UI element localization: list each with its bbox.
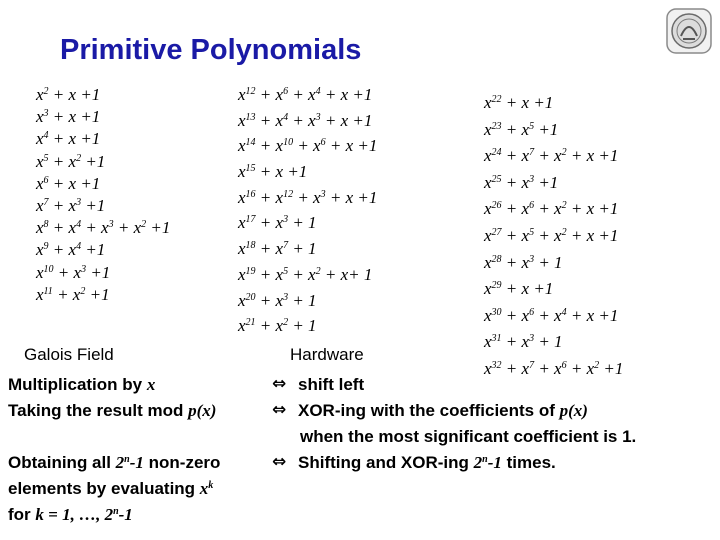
polynomial-item: $x^{23} + x^5 +1$ bbox=[484, 119, 559, 139]
polynomial-item: $x^7 + x^3 +1$ bbox=[36, 195, 106, 215]
hardware-label: Hardware bbox=[290, 345, 364, 364]
page-title: Primitive Polynomials bbox=[60, 34, 362, 66]
polynomial-item: $x^{27} + x^5 + x^2 + x +1$ bbox=[484, 225, 619, 245]
polynomial-item: $x^{18} + x^7 + 1$ bbox=[238, 239, 317, 259]
polynomial-column-2 bbox=[238, 84, 377, 341]
mod-text: Taking the result mod p(x) bbox=[8, 401, 217, 420]
polynomial-item: $x^{15} + x +1$ bbox=[238, 162, 308, 182]
galois-field-label: Galois Field bbox=[24, 345, 114, 364]
polynomial-item: $x^{31} + x^3 + 1$ bbox=[484, 332, 563, 352]
polynomial-item: $x^{28} + x^3 + 1$ bbox=[484, 252, 563, 272]
xor-text: XOR-ing with the coefficients of p(x) bbox=[298, 401, 588, 420]
university-seal-logo bbox=[666, 8, 712, 54]
evaluating-text: elements by evaluating $x^k$ bbox=[8, 479, 214, 498]
xor-condition-text: when the most significant coefficient is 1. bbox=[300, 427, 637, 446]
range-text: for k = 1, …, 2$^n$-1 bbox=[8, 505, 133, 524]
polynomial-item: $x^{32} + x^7 + x^6 + x^2 +1$ bbox=[484, 358, 624, 378]
polynomial-item: $x^{10} + x^3 +1$ bbox=[36, 262, 111, 282]
polynomial-column-1 bbox=[36, 84, 170, 306]
equivalence-arrow-3: ⇔ bbox=[272, 452, 287, 472]
polynomial-item: $x^{25} + x^3 +1$ bbox=[484, 172, 559, 192]
shift-left-text: shift left bbox=[298, 375, 365, 394]
polynomial-item: $x^2 + x +1$ bbox=[36, 85, 101, 104]
polynomial-item: $x^8 + x^4 + x^3 + x^2 +1$ bbox=[36, 218, 171, 238]
polynomial-item: $x^{21} + x^2 + 1$ bbox=[238, 316, 317, 336]
polynomial-item: $x^{19} + x^5 + x^2 + x+ 1$ bbox=[238, 264, 373, 284]
obtaining-text: Obtaining all 2$^n$-1 non-zero bbox=[8, 453, 221, 472]
polynomial-item: $x^6 + x +1$ bbox=[36, 173, 101, 193]
polynomial-item: $x^{29} + x +1$ bbox=[484, 279, 554, 299]
polynomial-item: $x^{24} + x^7 + x^2 + x +1$ bbox=[484, 146, 619, 166]
polynomial-item: $x^{12} + x^6 + x^4 + x +1$ bbox=[238, 85, 373, 104]
polynomial-item: $x^{20} + x^3 + 1$ bbox=[238, 290, 317, 310]
polynomial-column-3 bbox=[484, 92, 623, 385]
equivalence-arrow-2: ⇔ bbox=[272, 400, 287, 420]
polynomial-item: $x^{17} + x^3 + 1$ bbox=[238, 213, 317, 233]
polynomial-item: $x^{30} + x^6 + x^4 + x +1$ bbox=[484, 305, 619, 325]
polynomial-item: $x^{22} + x +1$ bbox=[484, 93, 554, 112]
polynomial-item: $x^4 + x +1$ bbox=[36, 129, 101, 149]
polynomial-item: $x^{13} + x^4 + x^3 + x +1$ bbox=[238, 110, 373, 130]
polynomial-item: $x^3 + x +1$ bbox=[36, 107, 101, 127]
polynomial-item: $x^{14} + x^{10} + x^6 + x +1$ bbox=[238, 136, 378, 156]
polynomial-item: $x^{16} + x^{12} + x^3 + x +1$ bbox=[238, 187, 378, 207]
polynomial-item: $x^{26} + x^6 + x^2 + x +1$ bbox=[484, 199, 619, 219]
multiplication-text: Multiplication by x bbox=[8, 375, 156, 394]
shifting-text: Shifting and XOR-ing 2$^n$-1 times. bbox=[298, 453, 556, 472]
polynomial-item: $x^9 + x^4 +1$ bbox=[36, 240, 106, 260]
polynomial-item: $x^5 + x^2 +1$ bbox=[36, 151, 106, 171]
equivalence-arrow-1: ⇔ bbox=[272, 374, 287, 394]
polynomial-item: $x^{11} + x^2 +1$ bbox=[36, 284, 110, 304]
